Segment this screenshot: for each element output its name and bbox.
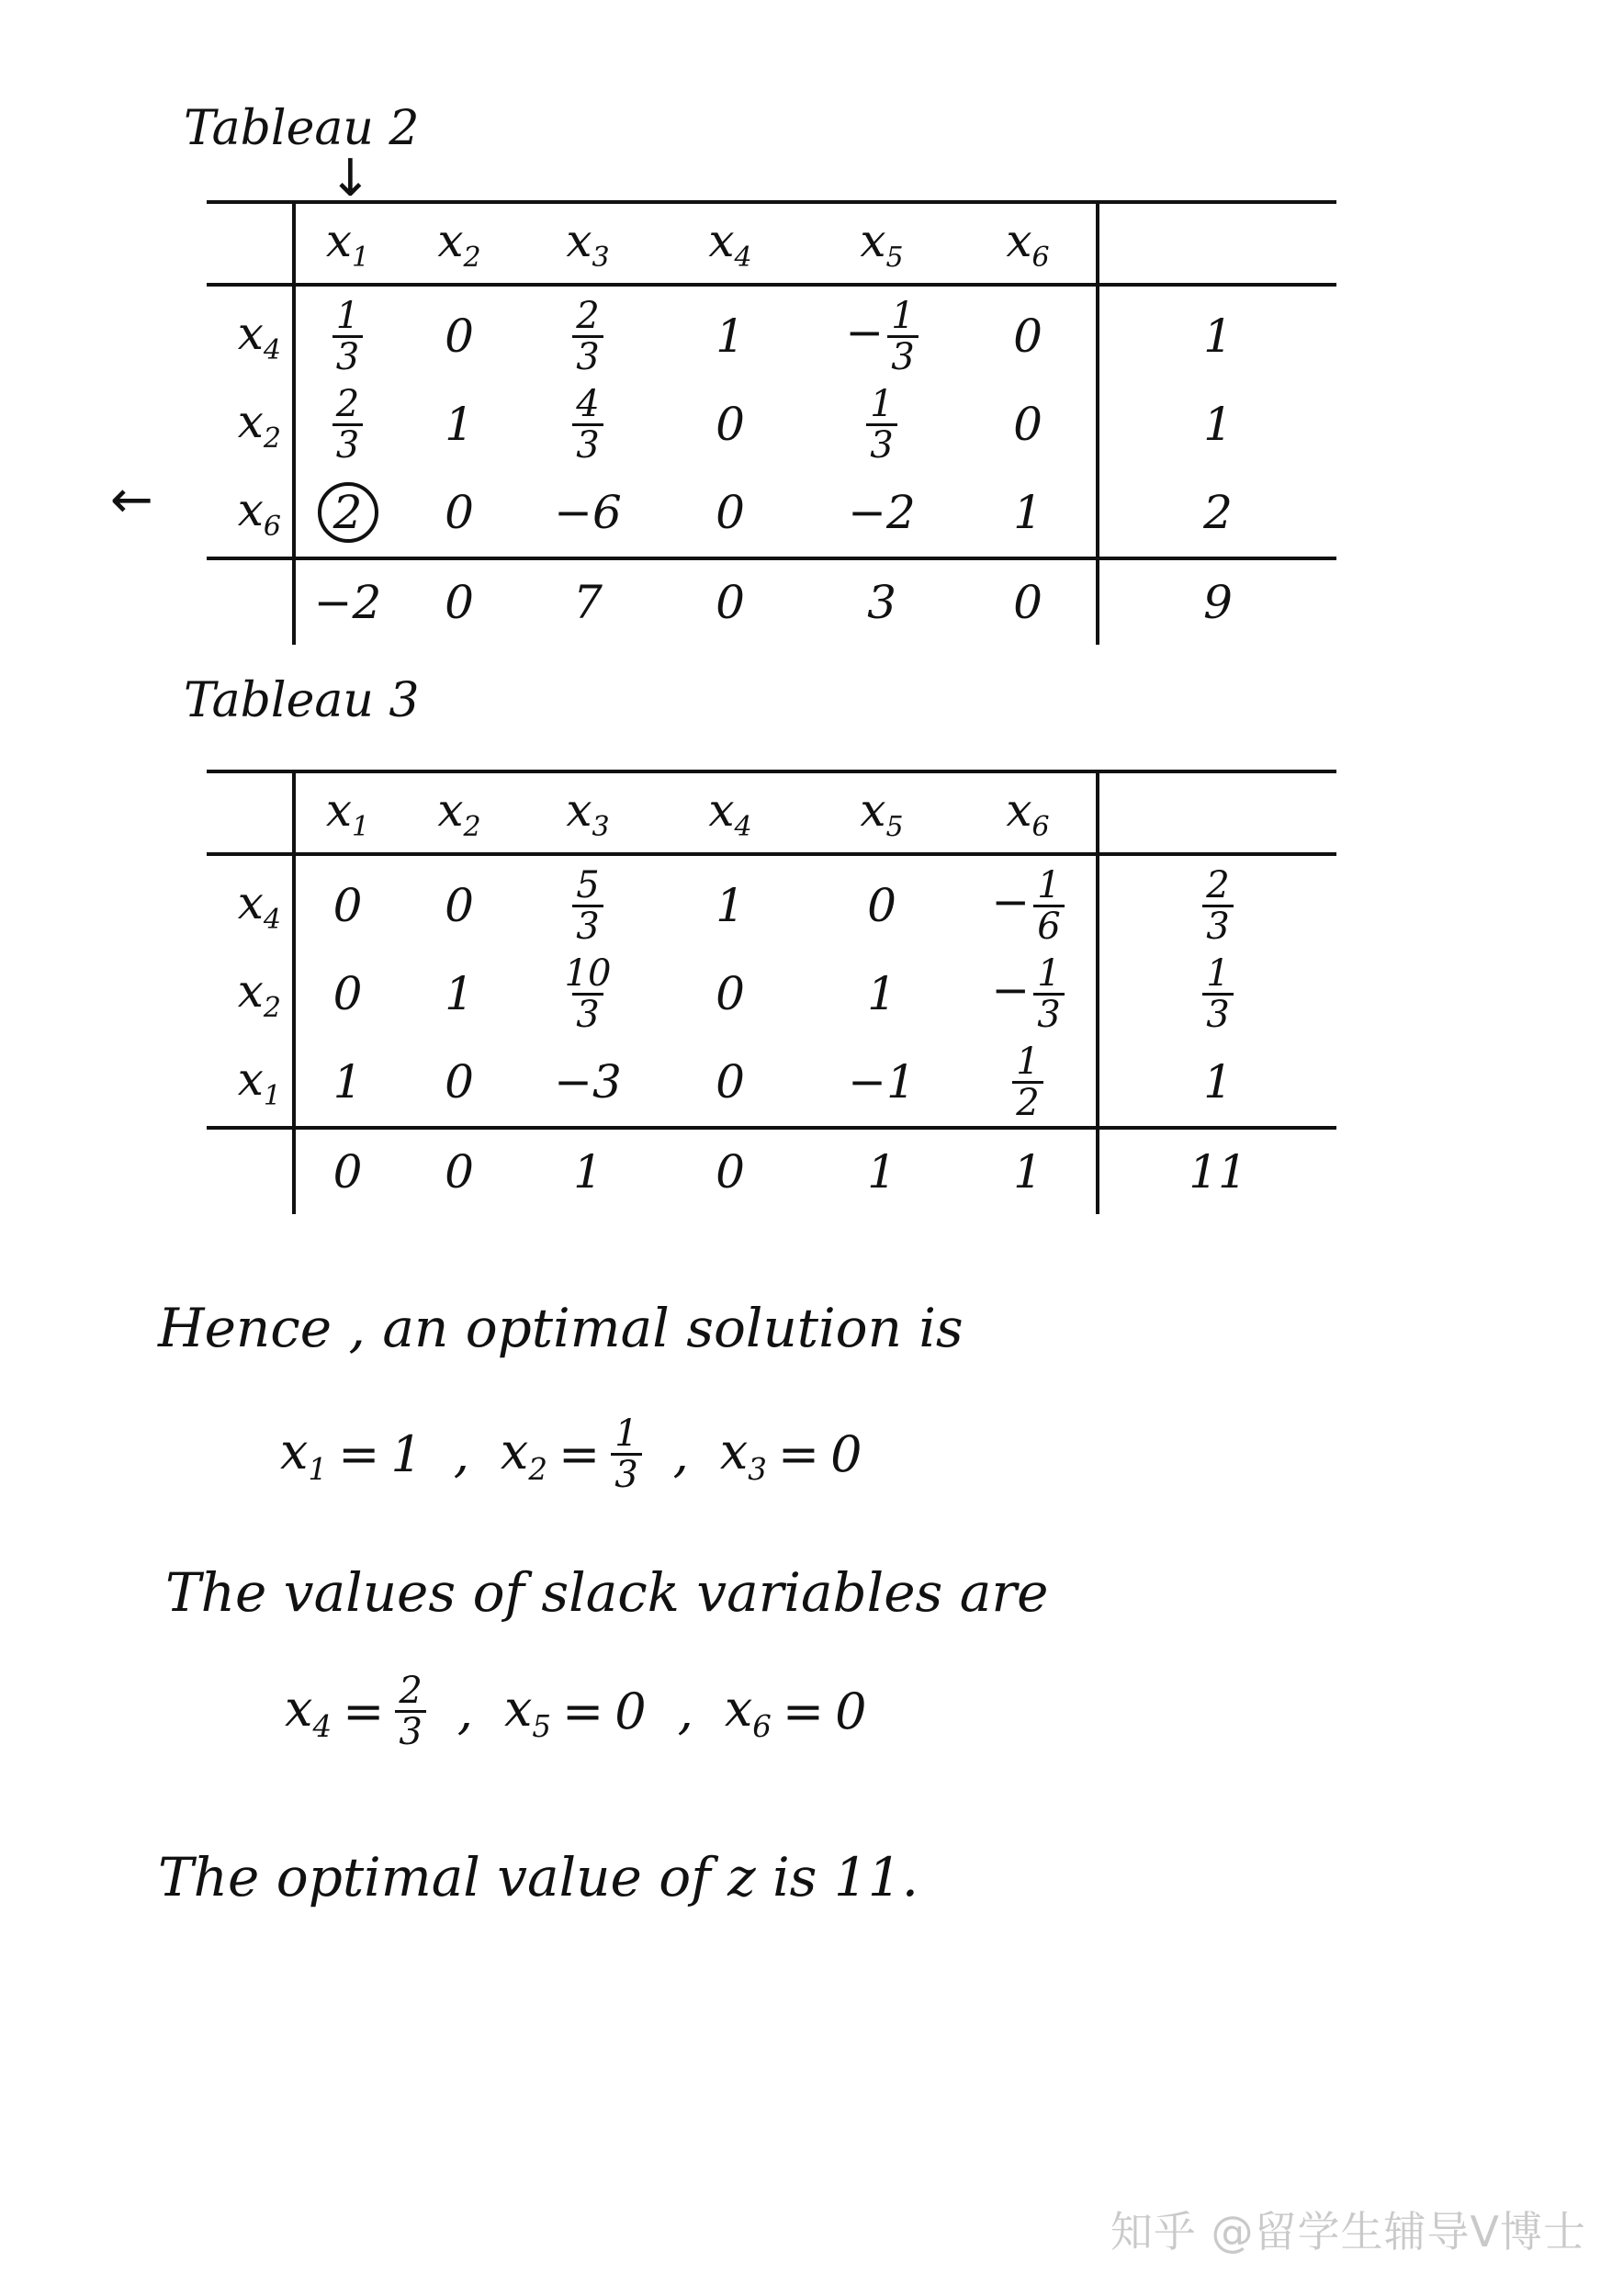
tableau-cell: 1: [716, 310, 745, 363]
tableau-cell: $\frac{1}{3}$: [804, 380, 960, 468]
column-header-x3: $x_3$: [519, 771, 657, 854]
tableau-cell: 1: [960, 468, 1098, 558]
objective-row-label: [207, 1128, 294, 1214]
watermark: 知乎 @留学生辅导V博士: [1110, 2207, 1586, 2257]
variable-assignment: $x_5$ = 0: [503, 1679, 647, 1744]
tableau-3: [207, 770, 1336, 1214]
tableau-cell: − $\frac{1}{3}$: [960, 950, 1098, 1038]
objective-cell: 0: [294, 1128, 400, 1214]
column-header-x5: $x_5$: [804, 202, 960, 285]
tableau-cell: −6: [519, 468, 657, 558]
objective-cell: 0: [716, 1145, 745, 1199]
objective-cell: 1: [573, 1145, 603, 1199]
rhs-cell: 1: [1098, 285, 1336, 380]
basic-variable-label: $x_2$: [237, 394, 281, 455]
objective-cell: 1: [867, 1145, 896, 1199]
tableau-cell: −2: [804, 468, 960, 558]
tableau-cell: 1: [867, 967, 896, 1020]
tableau-cell: $\frac{2}{3}$: [294, 380, 400, 468]
tableau-row: [207, 468, 1336, 558]
basic-variable-label: $x_4$: [237, 306, 281, 366]
conclusion-line-1: Hence , an optimal solution is: [158, 1297, 964, 1359]
basic-variable-label: $x_6$: [207, 468, 294, 558]
tableau-row: [207, 950, 1336, 1038]
tableau-cell: $\frac{10}{3}$: [564, 951, 612, 1036]
variable-assignment: $x_4$ = $\frac{2}{3}$: [285, 1671, 426, 1751]
objective-value-cell: 9: [1098, 558, 1336, 645]
tableau-cell: 1: [294, 1038, 400, 1128]
objective-cell: 1: [1013, 1145, 1043, 1199]
objective-cell: 3: [867, 576, 896, 629]
variable-assignment: $x_3$ = 0: [719, 1422, 862, 1487]
tableau-cell: 0: [716, 967, 745, 1020]
tableau-2: [207, 200, 1336, 645]
rhs-cell: 1: [1098, 1038, 1336, 1128]
tableau-cell: 0: [400, 468, 519, 558]
variable-assignment: $x_2$ = $\frac{1}{3}$: [501, 1414, 642, 1494]
conclusion-line-2: The values of slack variables are: [165, 1561, 1049, 1624]
entering-column-arrow-icon: ↓: [329, 149, 372, 208]
tableau-cell: $\frac{1}{2}$: [960, 1038, 1098, 1128]
conclusion-line-3: The optimal value of z is 11.: [158, 1846, 919, 1908]
row-label-header: [207, 202, 294, 285]
rhs-cell: $\frac{2}{3}$: [1098, 854, 1336, 950]
basic-variable-label: $x_4$: [237, 875, 281, 936]
objective-row: [207, 1128, 1336, 1214]
tableau-2-title: Tableau 2: [184, 101, 420, 156]
objective-cell: 0: [716, 576, 745, 629]
leaving-row-arrow-icon: ←: [110, 470, 153, 530]
objective-cell: −2: [294, 558, 400, 645]
variable-assignment: $x_1$ = 1: [280, 1422, 423, 1487]
tableau-cell: 0: [294, 950, 400, 1038]
column-header-x1: $x_1$: [294, 202, 400, 285]
tableau-3-title: Tableau 3: [184, 673, 420, 728]
tableau-cell: 0: [294, 854, 400, 950]
objective-cell: 0: [445, 576, 474, 629]
rhs-header: [1098, 202, 1336, 285]
tableau-cell: 0: [445, 879, 474, 932]
tableau-row: [207, 285, 1336, 380]
objective-cell: 7: [573, 576, 603, 629]
tableau-cell: 0: [1013, 310, 1043, 363]
optimal-solution-values: $x_1$ = 1 , $x_2$ = $\frac{1}{3}$ , $x_3$ = 0: [280, 1412, 862, 1496]
tableau-cell: $\frac{5}{3}$: [519, 854, 657, 950]
tableau-cell: −3: [519, 1038, 657, 1128]
rhs-header: [1098, 771, 1336, 854]
tableau-cell: $\frac{4}{3}$: [519, 380, 657, 468]
tableau-cell: 0: [657, 1038, 804, 1128]
column-header-x1: $x_1$: [294, 771, 400, 854]
tableau-cell: $\frac{1}{3}$: [294, 285, 400, 380]
basic-variable-label: $x_2$: [237, 963, 281, 1024]
objective-value-cell: 11: [1098, 1128, 1336, 1214]
objective-row: [207, 558, 1336, 645]
tableau-cell: 0: [445, 310, 474, 363]
tableau-cell: 0: [716, 398, 745, 451]
rhs-cell: 1: [1098, 380, 1336, 468]
objective-row-label: [207, 558, 294, 645]
tableau-cell: 0: [867, 879, 896, 932]
tableau-cell: 1: [716, 879, 745, 932]
tableau-cell: 1: [445, 967, 474, 1020]
tableau-cell: −1: [804, 1038, 960, 1128]
tableau-cell: 1: [445, 398, 474, 451]
column-header-x6: $x_6$: [960, 771, 1098, 854]
column-header-x3: $x_3$: [519, 202, 657, 285]
column-header-x5: $x_5$: [804, 771, 960, 854]
column-header-x2: $x_2$: [400, 771, 519, 854]
basic-variable-label: $x_1$: [207, 1038, 294, 1128]
tableau-row: [207, 380, 1336, 468]
pivot-element: 2: [294, 468, 400, 558]
slack-variable-values: $x_4$ = $\frac{2}{3}$ , $x_5$ = 0 , $x_6$ = 0: [285, 1670, 867, 1753]
row-label-header: [207, 771, 294, 854]
rhs-cell: 2: [1098, 468, 1336, 558]
tableau-cell: 0: [657, 468, 804, 558]
tableau-row: [207, 854, 1336, 950]
tableau-cell: 0: [1013, 398, 1043, 451]
rhs-cell: $\frac{1}{3}$: [1098, 950, 1336, 1038]
variable-assignment: $x_6$ = 0: [724, 1679, 867, 1744]
objective-cell: 0: [1013, 576, 1043, 629]
tableau-cell: − $\frac{1}{6}$: [960, 854, 1098, 950]
tableau-cell: 0: [400, 1038, 519, 1128]
column-header-x6: $x_6$: [960, 202, 1098, 285]
tableau-cell: − $\frac{1}{3}$: [804, 285, 960, 380]
column-header-x2: $x_2$: [400, 202, 519, 285]
tableau-cell: $\frac{2}{3}$: [519, 285, 657, 380]
tableau-row: [207, 1038, 1336, 1128]
objective-cell: 0: [445, 1145, 474, 1199]
column-header-x4: $x_4$: [657, 771, 804, 854]
column-header-x4: $x_4$: [657, 202, 804, 285]
